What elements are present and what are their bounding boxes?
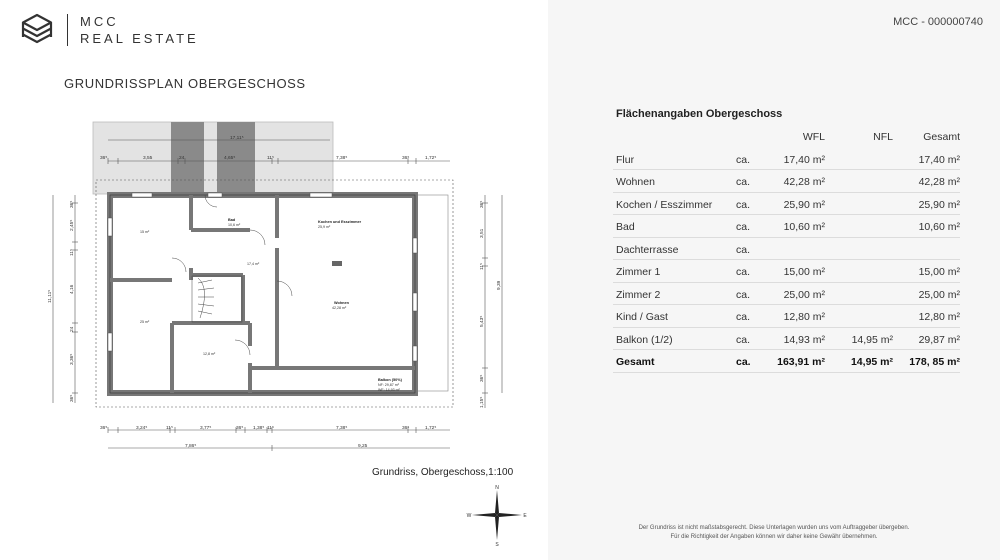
cell-name: Wohnen [616, 176, 655, 188]
dormer-left [171, 122, 204, 194]
header-gesamt: Gesamt [923, 131, 960, 143]
dim-top-5: 11⁵ [267, 156, 274, 161]
cell-gesamt: 25,90 m² [918, 198, 960, 211]
cell-name: Zimmer 2 [616, 288, 661, 301]
dim-top-1: 36⁵ [100, 156, 108, 161]
total-wfl: 163,91 m² [777, 356, 825, 368]
cell-ca: ca. [736, 243, 751, 256]
total-ca: ca. [736, 356, 751, 368]
cell-name: Zimmer 1 [616, 266, 661, 278]
room-kueche-label: Kochen und Esszimmer [318, 220, 362, 224]
header-nfl: NFL [873, 131, 893, 143]
cell-nfl: 14,95 m² [851, 333, 893, 346]
total-name: Gesamt [616, 356, 655, 368]
header-wfl: WFL [802, 131, 825, 143]
dim-bottom-1: 36⁵ [100, 426, 108, 431]
cell-name: Dachterrasse [616, 243, 679, 256]
dim-top-total: 17,11⁵ [230, 136, 244, 141]
staircase [192, 276, 242, 322]
floor-plan [40, 118, 510, 464]
cell-gesamt: 25,00 m² [918, 288, 960, 301]
dim-top-4: 4,65⁵ [224, 156, 236, 161]
cell-wfl: 14,93 m² [783, 333, 825, 346]
room-bad-label: Bad [228, 218, 236, 222]
area-table-body [613, 148, 960, 351]
dim-bottom-2: 3,24⁵ [136, 426, 148, 431]
dim-right-5: 36⁵ [480, 374, 485, 382]
exterior-walls [110, 195, 415, 393]
dim-left-6: 3,36⁵ [70, 353, 75, 365]
room-kueche-area: 25,9 m² [318, 225, 331, 229]
dim-right-3: 11⁵ [480, 263, 485, 270]
dim-left-4: 4,16 [70, 284, 75, 294]
area-table-total [613, 350, 960, 373]
balcony-east [415, 195, 448, 391]
compass-n: N [495, 485, 499, 491]
cell-ca: ca. [736, 221, 751, 233]
plan-caption: Grundriss, Obergeschoss,1:100 [372, 467, 514, 478]
dim-right-6: 1,15⁵ [480, 396, 485, 408]
dim-left-5: 24 [70, 326, 75, 332]
cell-ca: ca. [736, 311, 751, 323]
cell-name: Flur [616, 153, 635, 166]
footnote-line-1: Der Grundriss ist nicht maßstabsgerecht. Diese Unterlagen wurden uns vom Auftraggeber übergeben. [638, 525, 910, 531]
info-panel [548, 0, 1000, 560]
table-row [613, 283, 960, 306]
dims-right [482, 195, 502, 408]
table-row [613, 193, 960, 216]
room-wohnen-area: 42,28 m² [332, 306, 347, 310]
dim-bottom-total-1: 7,86⁵ [185, 444, 197, 449]
dim-top-2: 3,55 [143, 156, 153, 161]
dim-right-total: 9,39 [497, 280, 502, 290]
cell-name: Kind / Gast [616, 311, 668, 323]
compass-rose-icon [466, 484, 528, 546]
room-zimmer1-area: 15 m² [140, 230, 150, 234]
dim-bottom-3: 11⁵ [166, 426, 173, 431]
interior-walls [110, 195, 415, 393]
dim-top-7: 36⁵ [402, 156, 410, 161]
room-zimmer2-area: 25 m² [140, 320, 150, 324]
table-row [613, 238, 960, 261]
cell-wfl: 15,00 m² [783, 266, 825, 278]
dim-right-2: 3,51 [480, 228, 485, 238]
floor-plan-drawing [40, 118, 510, 464]
brand-subtitle: REAL ESTATE [80, 31, 199, 46]
exterior-wall-inner-line [110, 195, 415, 393]
cell-ca: ca. [736, 176, 751, 188]
dim-bottom-7: 11⁵ [267, 426, 274, 431]
area-table-title: Flächenangaben Obergeschoss [616, 108, 783, 120]
total-nfl: 14,95 m² [850, 356, 893, 368]
cell-wfl: 25,00 m² [783, 288, 825, 301]
cell-name: Balkon (1/2) [616, 333, 673, 346]
cell-wfl: 42,28 m² [783, 176, 825, 188]
plan-title: GRUNDRISSPLAN OBERGESCHOSS [64, 76, 306, 91]
dim-top-6: 7,38⁵ [336, 156, 348, 161]
balkon-label-2: NF: 29,87 m² [378, 383, 399, 387]
logo-divider [67, 14, 68, 46]
dim-top-3: 24 [179, 156, 185, 161]
windows [108, 193, 417, 361]
area-table-header [613, 125, 960, 148]
dim-bottom-9: 36⁵ [402, 426, 410, 431]
mcc-logo-icon [20, 13, 54, 47]
cell-name: Bad [616, 221, 635, 233]
compass-e: E [523, 513, 527, 519]
cell-ca: ca. [736, 288, 751, 301]
cell-ca: ca. [736, 266, 751, 278]
room-bad-area: 10,6 m² [228, 223, 241, 227]
dim-bottom-total-2: 9,25 [358, 444, 368, 449]
dim-left-3: 11⁵ [70, 249, 75, 256]
room-wohnen-label: Wohnen [334, 301, 349, 305]
dim-left-2: 2,45⁵ [70, 219, 75, 231]
compass-w: W [466, 513, 472, 519]
table-row [613, 215, 960, 238]
dormer-right [217, 122, 255, 194]
dim-left-total: 11,11⁵ [48, 289, 53, 303]
dim-top-8: 1,72⁵ [425, 156, 437, 161]
cell-ca: ca. [736, 153, 751, 166]
cell-gesamt: 10,60 m² [918, 221, 960, 233]
dim-bottom-10: 1,72⁵ [425, 426, 437, 431]
cell-gesamt: 29,87 m² [918, 333, 960, 346]
balkon-label-1: Balkon (50%) [378, 378, 402, 382]
cell-ca: ca. [736, 333, 751, 346]
roof-projection [93, 122, 333, 194]
total-gesamt: 178, 85 m² [909, 356, 960, 368]
dim-bottom-8: 7,38⁵ [336, 426, 348, 431]
cell-name: Kochen / Esszimmer [616, 198, 713, 211]
chimney [332, 261, 342, 266]
cell-wfl: 25,90 m² [783, 198, 825, 211]
dim-left-1: 36⁵ [70, 200, 75, 208]
footnote-line-2: Für die Richtigkeit der Angaben können wir daher keine Gewähr übernehmen. [670, 534, 878, 540]
dim-bottom-5: 36⁵ [236, 426, 244, 431]
cell-gesamt: 15,00 m² [918, 266, 960, 278]
cell-gesamt: 17,40 m² [918, 153, 960, 166]
compass-s: S [495, 542, 499, 546]
cell-gesamt: 12,80 m² [918, 311, 960, 323]
brand-name: MCC [80, 14, 119, 29]
table-row [613, 305, 960, 328]
dim-left-7: 36⁵ [70, 394, 75, 402]
table-row [613, 170, 960, 193]
table-row [613, 260, 960, 283]
cell-gesamt: 42,28 m² [918, 176, 960, 188]
dims-bottom [108, 427, 450, 451]
outline-dashed [96, 180, 453, 407]
cell-wfl: 17,40 m² [783, 153, 825, 166]
table-row [613, 148, 960, 171]
cell-wfl: 10,60 m² [783, 221, 825, 233]
dim-bottom-6: 1,38⁵ [253, 426, 265, 431]
cell-ca: ca. [736, 198, 751, 211]
area-table [613, 125, 960, 373]
table-row [613, 328, 960, 351]
room-kind-area: 12,8 m² [203, 352, 216, 356]
room-flur-area: 17,4 m² [247, 262, 260, 266]
cell-wfl: 12,80 m² [783, 311, 825, 323]
dim-right-4: 5,43⁵ [480, 315, 485, 327]
dim-right-1: 36⁵ [480, 200, 485, 208]
dim-bottom-4: 3,77⁵ [200, 426, 212, 431]
balkon-label-3: WF: 14,93 m² [378, 388, 400, 392]
document-id: MCC - 000000740 [893, 16, 983, 28]
